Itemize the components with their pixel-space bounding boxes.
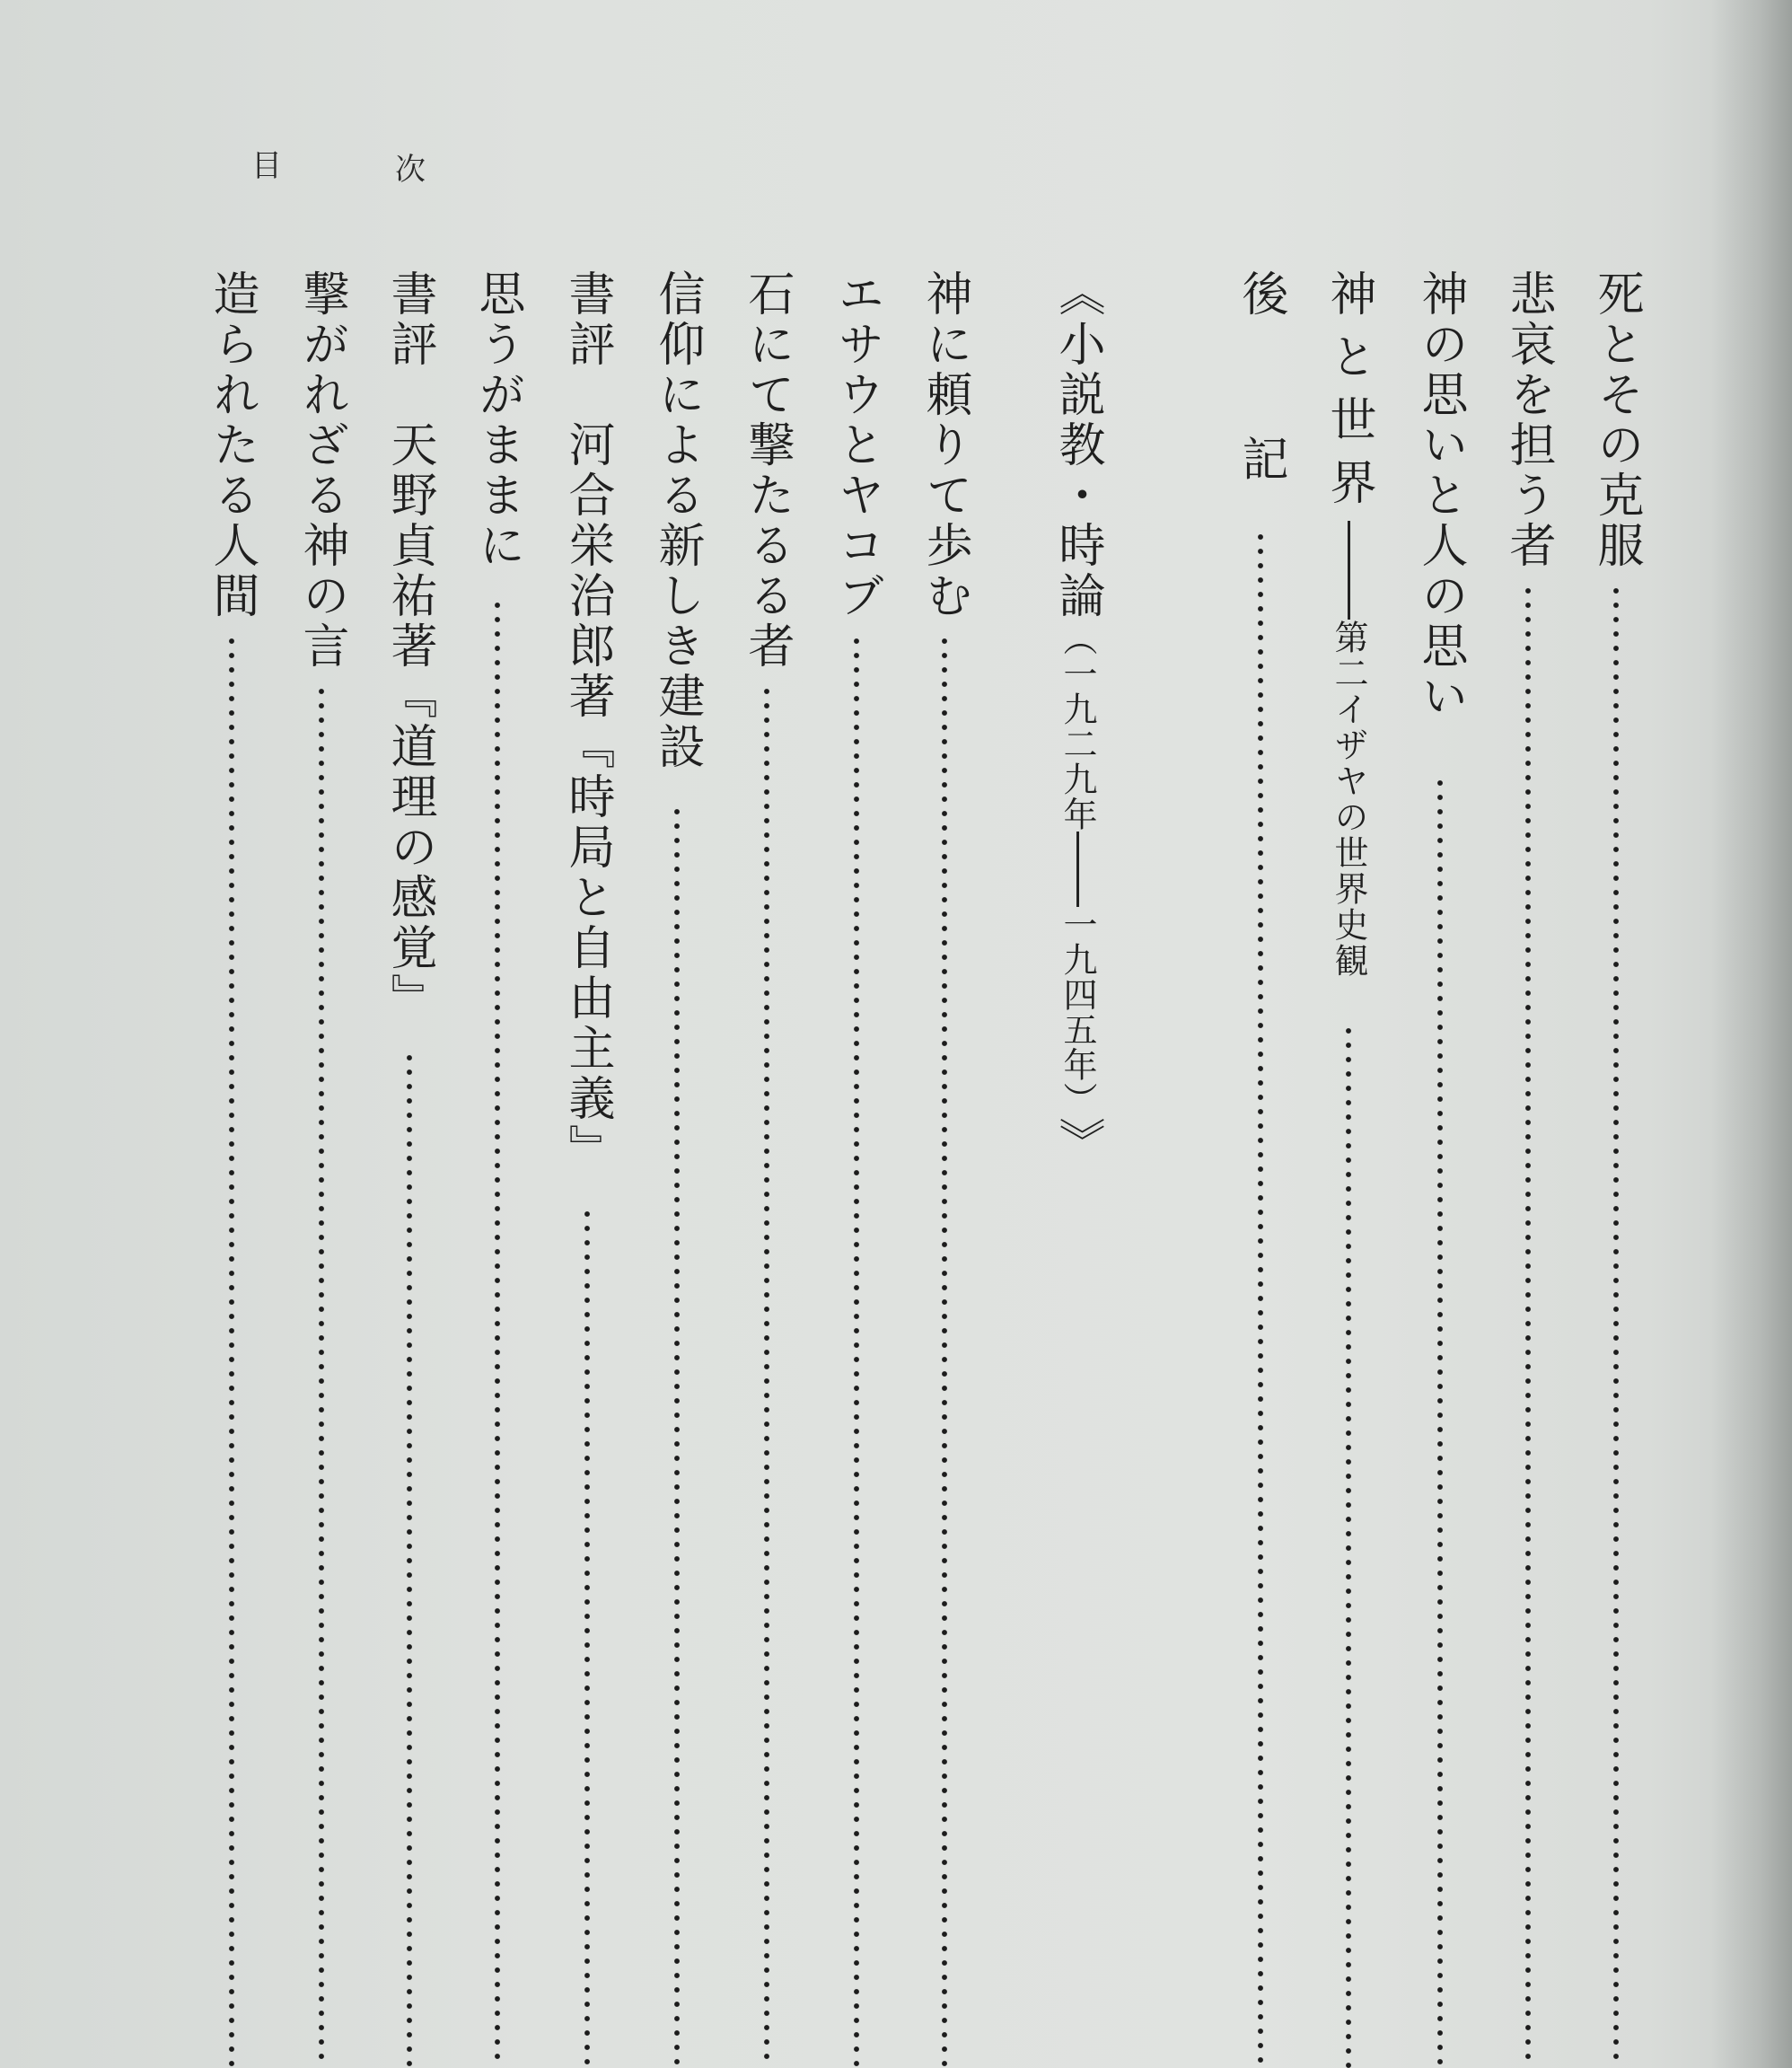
toc-entry-title: 信仰による新しき建設 bbox=[650, 269, 704, 772]
toc-entry[interactable] bbox=[738, 269, 795, 2068]
toc-header-mo: 目 bbox=[251, 148, 282, 184]
toc-entry-subtitle: 第二イザヤの世界史観 bbox=[1329, 620, 1368, 979]
toc-entry[interactable] bbox=[1411, 269, 1469, 2068]
toc-entry-title: 神に頼りて歩む bbox=[918, 269, 971, 621]
em-dash bbox=[1348, 521, 1350, 620]
toc-entry-title: 後 記 bbox=[1234, 269, 1287, 517]
toc-entry[interactable] bbox=[381, 269, 438, 2068]
dot-leader bbox=[1346, 1024, 1351, 2068]
dot-leader bbox=[1258, 530, 1263, 2068]
toc-header-ji: 次 bbox=[395, 152, 426, 188]
toc-entry-title: 書評 河合栄治郎著『時局と自由主義』 bbox=[560, 269, 614, 1175]
toc-entry[interactable] bbox=[203, 269, 260, 2068]
toc-entry-title: 悲哀を担う者 bbox=[1501, 269, 1555, 571]
toc-entry[interactable] bbox=[648, 269, 706, 2068]
toc-entry[interactable] bbox=[1499, 269, 1557, 2068]
toc-entry[interactable] bbox=[469, 269, 526, 2068]
toc-entry-title: 造られたる人間 bbox=[205, 269, 259, 621]
toc-entry-title: 死とその克服 bbox=[1589, 269, 1643, 571]
dot-leader bbox=[495, 598, 500, 2068]
section-years-start: （一九二九年 bbox=[1058, 621, 1097, 832]
toc-entry[interactable] bbox=[1587, 269, 1645, 2068]
dot-leader bbox=[584, 1207, 590, 2068]
toc-entry-title: 神と世界 bbox=[1322, 269, 1375, 521]
section-open-bracket: 《 bbox=[1050, 269, 1104, 320]
dot-leader bbox=[764, 684, 769, 2068]
dot-leader bbox=[674, 805, 680, 2068]
dot-leader bbox=[1525, 584, 1531, 2068]
toc-entry[interactable] bbox=[1232, 269, 1289, 2068]
dot-leader bbox=[942, 634, 947, 2068]
toc-entry-title: 石にて撃たるる者 bbox=[740, 269, 794, 672]
toc-entry[interactable] bbox=[1320, 269, 1377, 2068]
dot-leader bbox=[1613, 584, 1619, 2068]
dot-leader bbox=[319, 684, 324, 2068]
dot-leader bbox=[1437, 776, 1443, 2068]
toc-entry[interactable] bbox=[828, 269, 885, 2068]
section-close-bracket: 》 bbox=[1050, 1117, 1104, 1167]
dot-leader bbox=[854, 634, 859, 2068]
dot-leader bbox=[407, 1051, 412, 2068]
toc-entry-title: 神の思いと人の思い bbox=[1413, 269, 1467, 722]
dot-leader bbox=[229, 634, 234, 2068]
em-dash bbox=[1076, 832, 1079, 907]
toc-entry-title: 撃がれざる神の言 bbox=[294, 269, 348, 672]
toc-entry-title: エサウとヤコブ bbox=[830, 269, 883, 621]
toc-entry[interactable] bbox=[916, 269, 973, 2068]
toc-entry-title: 書評 天野貞祐著『道理の感覚』 bbox=[382, 269, 436, 1024]
section-heading bbox=[1049, 269, 1106, 1167]
toc-entry-title: 思うがままに bbox=[470, 269, 524, 571]
section-years-end: 一九四五年） bbox=[1058, 907, 1097, 1117]
section-title: 小説教・時論 bbox=[1050, 320, 1104, 621]
page-gutter-shadow bbox=[1710, 0, 1792, 2068]
toc-entry[interactable] bbox=[293, 269, 350, 2068]
toc-entry[interactable] bbox=[558, 269, 616, 2068]
